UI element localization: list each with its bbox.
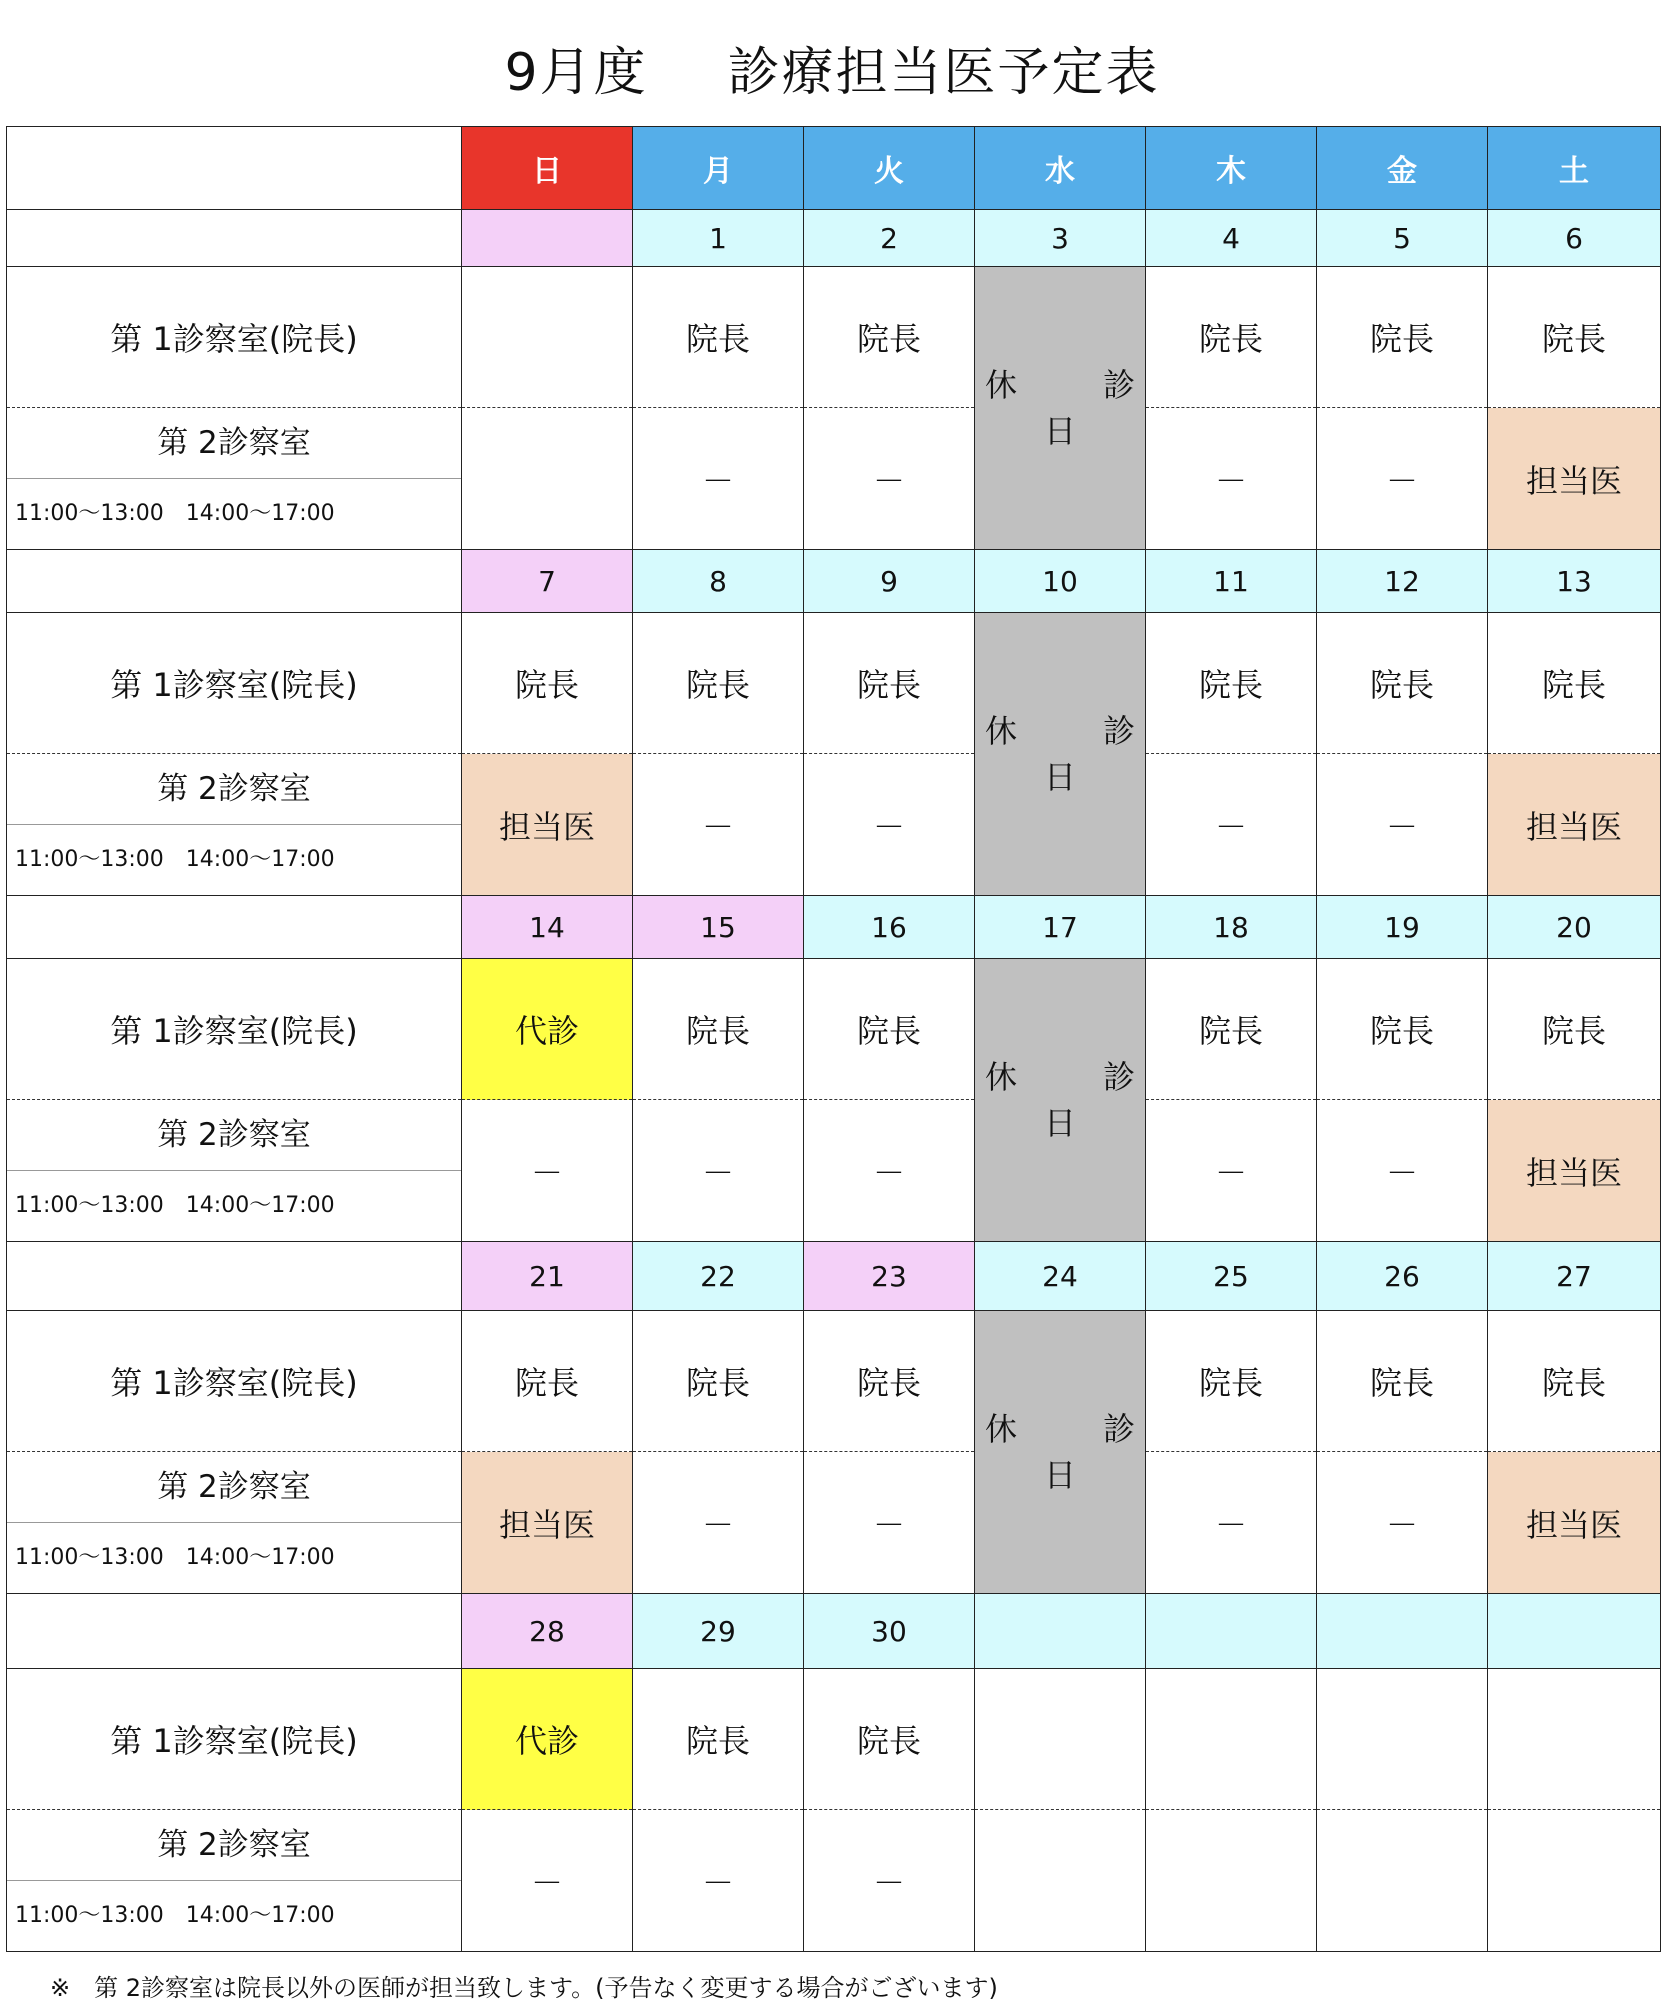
- room2-cell: 担当医: [462, 1452, 633, 1594]
- date-row: [7, 1594, 1661, 1669]
- closed-label-bottom: 日: [1043, 1104, 1076, 1142]
- date-cell: 10: [975, 550, 1146, 613]
- closed-char: 休: [985, 366, 1018, 404]
- room1-cell: [462, 267, 633, 408]
- room1-cell: 代診: [462, 1669, 633, 1810]
- room1-cell: [1146, 1669, 1317, 1810]
- date-row: [7, 1242, 1661, 1311]
- room1-cell: [1488, 1669, 1661, 1810]
- room2-label: [7, 408, 462, 550]
- date-cell: 5: [1317, 210, 1488, 267]
- room2-name: 第 2診察室: [7, 1100, 461, 1171]
- room2-cell: －: [1317, 754, 1488, 896]
- room2-label: [7, 1452, 462, 1594]
- room2-name: 第 2診察室: [7, 1810, 461, 1881]
- room1-cell: 院長: [633, 1311, 804, 1452]
- room1-cell: 院長: [633, 1669, 804, 1810]
- room1-cell: 院長: [633, 267, 804, 408]
- weekday-sun: 日: [462, 127, 633, 210]
- room2-cell: [975, 1810, 1146, 1952]
- room2-cell: －: [804, 754, 975, 896]
- date-cell: 25: [1146, 1242, 1317, 1311]
- room1-cell: 院長: [462, 613, 633, 754]
- weekday-header-row: [7, 127, 1661, 210]
- room2-row: [7, 1452, 1661, 1594]
- room2-hours: 11:00～13:00 14:00～17:00: [15, 847, 335, 872]
- room1-cell: 院長: [1488, 959, 1661, 1100]
- date-cell: 8: [633, 550, 804, 613]
- date-cell: 30: [804, 1594, 975, 1669]
- date-cell: 11: [1146, 550, 1317, 613]
- date-cell: 26: [1317, 1242, 1488, 1311]
- room2-cell: －: [633, 754, 804, 896]
- closed-label-bottom: 日: [1043, 1456, 1076, 1494]
- room1-cell: [975, 1669, 1146, 1810]
- room2-cell: －: [1317, 1100, 1488, 1242]
- closed-label-top: [975, 1406, 1145, 1452]
- room1-cell: 代診: [462, 959, 633, 1100]
- closed-char: 休: [985, 1058, 1018, 1096]
- room2-label: [7, 754, 462, 896]
- header-corner: [7, 127, 462, 210]
- room2-cell: －: [1317, 1452, 1488, 1594]
- date-cell: 13: [1488, 550, 1661, 613]
- date-cell: 4: [1146, 210, 1317, 267]
- date-cell: 29: [633, 1594, 804, 1669]
- date-cell: 12: [1317, 550, 1488, 613]
- date-cell: 19: [1317, 896, 1488, 959]
- room2-hours: 11:00～13:00 14:00～17:00: [15, 1545, 335, 1570]
- date-cell: [975, 1594, 1146, 1669]
- room2-row: [7, 1810, 1661, 1952]
- room2-cell: [1146, 1810, 1317, 1952]
- date-cell: [462, 210, 633, 267]
- room1-row: [7, 1311, 1661, 1452]
- room2-name: 第 2診察室: [7, 754, 461, 825]
- weekday-thu: 木: [1146, 127, 1317, 210]
- room2-row: [7, 1100, 1661, 1242]
- date-cell: 20: [1488, 896, 1661, 959]
- room2-cell: 担当医: [1488, 408, 1661, 550]
- date-cell: 21: [462, 1242, 633, 1311]
- date-cell: 17: [975, 896, 1146, 959]
- room2-cell: －: [804, 1100, 975, 1242]
- date-cell: [1488, 1594, 1661, 1669]
- room2-cell: 担当医: [462, 754, 633, 896]
- room1-cell: 院長: [804, 959, 975, 1100]
- room1-cell: 院長: [804, 267, 975, 408]
- room1-cell: 院長: [1488, 267, 1661, 408]
- room1-cell: 院長: [1317, 1311, 1488, 1452]
- closed-label-top: [975, 362, 1145, 408]
- closed-day-cell: [975, 613, 1146, 896]
- room1-cell: 院長: [633, 959, 804, 1100]
- date-cell: 27: [1488, 1242, 1661, 1311]
- schedule-table: [6, 126, 1661, 1952]
- closed-day-cell: [975, 267, 1146, 550]
- room2-cell: 担当医: [1488, 1100, 1661, 1242]
- room2-row: [7, 754, 1661, 896]
- room1-cell: 院長: [1146, 267, 1317, 408]
- room2-label: [7, 1100, 462, 1242]
- room1-cell: 院長: [462, 1311, 633, 1452]
- footnote: ※ 第 2診察室は院長以外の医師が担当致します。(予告なく変更する場合がございます): [50, 1974, 998, 2002]
- room1-label: 第 1診察室(院長): [7, 613, 462, 754]
- weekday-sat: 土: [1488, 127, 1661, 210]
- closed-day-cell: [975, 959, 1146, 1242]
- date-cell: 1: [633, 210, 804, 267]
- closed-char: 診: [1102, 1058, 1135, 1096]
- weekday-mon: 月: [633, 127, 804, 210]
- room1-cell: 院長: [1317, 613, 1488, 754]
- room2-hours: 11:00～13:00 14:00～17:00: [15, 1193, 335, 1218]
- room2-cell: －: [804, 1452, 975, 1594]
- date-cell: 7: [462, 550, 633, 613]
- room2-cell: [462, 408, 633, 550]
- date-cell: 3: [975, 210, 1146, 267]
- room1-cell: 院長: [1146, 1311, 1317, 1452]
- date-cell: 28: [462, 1594, 633, 1669]
- room2-cell: －: [804, 408, 975, 550]
- closed-label-top: [975, 1054, 1145, 1100]
- date-cell: [1317, 1594, 1488, 1669]
- closed-char: 休: [985, 712, 1018, 750]
- closed-label-bottom: 日: [1043, 758, 1076, 796]
- room1-cell: 院長: [1488, 613, 1661, 754]
- room1-label: 第 1診察室(院長): [7, 267, 462, 408]
- room1-row: [7, 959, 1661, 1100]
- weekday-fri: 金: [1317, 127, 1488, 210]
- room2-hours: 11:00～13:00 14:00～17:00: [15, 1903, 335, 1928]
- room1-cell: 院長: [1317, 267, 1488, 408]
- date-row: [7, 550, 1661, 613]
- closed-label-top: [975, 708, 1145, 754]
- date-cell: 6: [1488, 210, 1661, 267]
- room1-cell: 院長: [1488, 1311, 1661, 1452]
- closed-char: 診: [1102, 1410, 1135, 1448]
- room1-label: 第 1診察室(院長): [7, 959, 462, 1100]
- room2-cell: －: [633, 1100, 804, 1242]
- room2-cell: －: [633, 408, 804, 550]
- date-cell: 18: [1146, 896, 1317, 959]
- date-row: [7, 896, 1661, 959]
- closed-char: 休: [985, 1410, 1018, 1448]
- room2-row: [7, 408, 1661, 550]
- date-cell: 23: [804, 1242, 975, 1311]
- room2-cell: －: [1146, 754, 1317, 896]
- date-cell: 24: [975, 1242, 1146, 1311]
- date-cell: 14: [462, 896, 633, 959]
- title-main: 診療担当医予定表: [727, 43, 1160, 103]
- room1-cell: [1317, 1669, 1488, 1810]
- room2-cell: 担当医: [1488, 1452, 1661, 1594]
- date-cell: 9: [804, 550, 975, 613]
- room1-cell: 院長: [804, 1669, 975, 1810]
- room1-row: [7, 613, 1661, 754]
- room2-cell: [1317, 1810, 1488, 1952]
- room2-hours: 11:00～13:00 14:00～17:00: [15, 501, 335, 526]
- room2-cell: －: [633, 1810, 804, 1952]
- room2-name: 第 2診察室: [7, 408, 461, 479]
- room2-cell: －: [633, 1452, 804, 1594]
- page-title: [0, 30, 1664, 105]
- date-cell: 16: [804, 896, 975, 959]
- room2-cell: －: [1146, 408, 1317, 550]
- room2-cell: －: [1317, 408, 1488, 550]
- date-cell: [1146, 1594, 1317, 1669]
- title-month: 9月度: [504, 43, 648, 103]
- room1-label: 第 1診察室(院長): [7, 1669, 462, 1810]
- room1-cell: 院長: [804, 613, 975, 754]
- room1-cell: 院長: [1146, 959, 1317, 1100]
- date-cell: 2: [804, 210, 975, 267]
- room2-cell: －: [804, 1810, 975, 1952]
- date-row-label: [7, 896, 462, 959]
- date-row-label: [7, 550, 462, 613]
- date-row-label: [7, 1242, 462, 1311]
- date-row-label: [7, 210, 462, 267]
- room2-cell: －: [1146, 1100, 1317, 1242]
- room1-label: 第 1診察室(院長): [7, 1311, 462, 1452]
- room2-cell: －: [462, 1810, 633, 1952]
- room2-label: [7, 1810, 462, 1952]
- weekday-tue: 火: [804, 127, 975, 210]
- closed-char: 診: [1102, 712, 1135, 750]
- weekday-wed: 水: [975, 127, 1146, 210]
- room1-cell: 院長: [633, 613, 804, 754]
- room1-row: [7, 267, 1661, 408]
- room2-cell: －: [462, 1100, 633, 1242]
- closed-label-bottom: 日: [1043, 412, 1076, 450]
- room2-cell: 担当医: [1488, 754, 1661, 896]
- room2-cell: [1488, 1810, 1661, 1952]
- room2-cell: －: [1146, 1452, 1317, 1594]
- room1-row: [7, 1669, 1661, 1810]
- room1-cell: 院長: [1317, 959, 1488, 1100]
- room1-cell: 院長: [1146, 613, 1317, 754]
- date-cell: 22: [633, 1242, 804, 1311]
- room1-cell: 院長: [804, 1311, 975, 1452]
- room2-name: 第 2診察室: [7, 1452, 461, 1523]
- date-row-label: [7, 1594, 462, 1669]
- date-cell: 15: [633, 896, 804, 959]
- date-row: [7, 210, 1661, 267]
- closed-day-cell: [975, 1311, 1146, 1594]
- closed-char: 診: [1102, 366, 1135, 404]
